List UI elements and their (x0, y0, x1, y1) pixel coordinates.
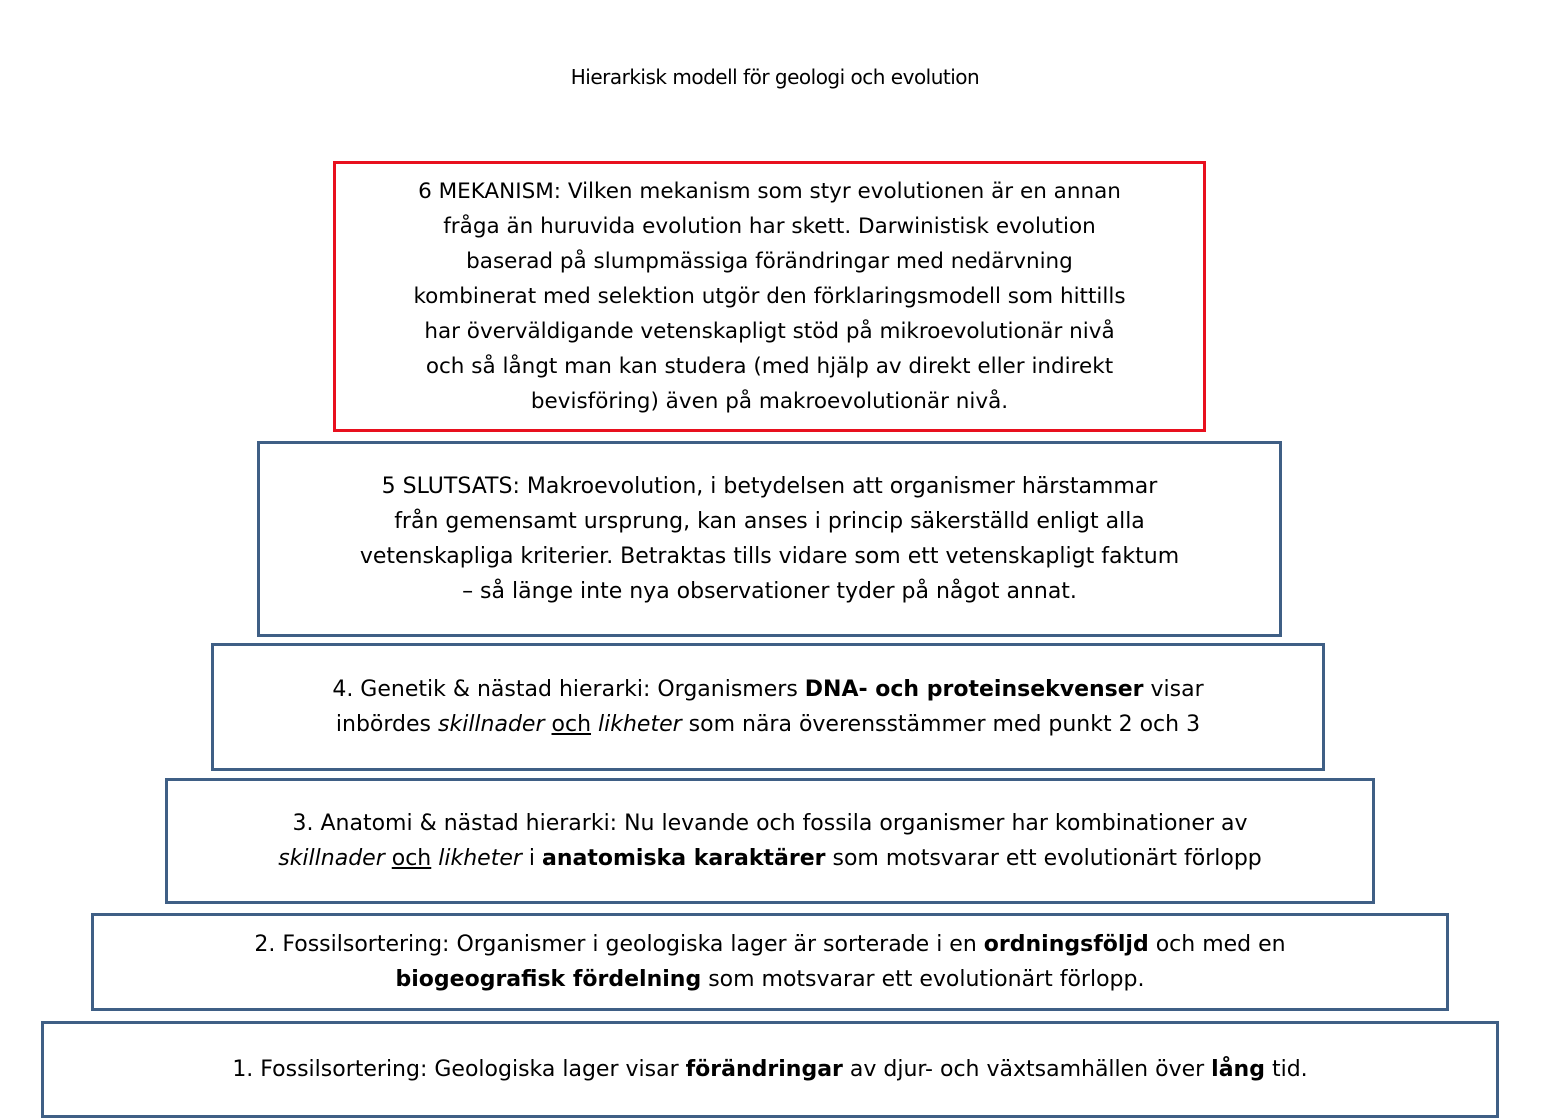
level-1-text (232, 1052, 1307, 1087)
level-6-line: baserad på slumpmässiga förändringar med nedärvning (466, 249, 1073, 274)
level-6-line: har överväldigande vetenskapligt stöd på mikroevolutionär nivå (424, 319, 1115, 344)
level-2-bold-term: ordningsföljd (983, 932, 1149, 957)
page-title: Hierarkisk modell för geologi och evolution (570, 65, 980, 89)
level-3-italic-term: likheter (438, 846, 522, 871)
level-5-line: vetenskapliga kriterier. Betraktas tills vidare som ett vetenskapligt faktum (359, 544, 1180, 569)
level-5-line: 5 SLUTSATS: Makroevolution, i betydelsen att organismer härstammar (381, 474, 1158, 499)
level-4-text-part: som nära överensstämmer med punkt 2 och 3 (681, 712, 1201, 737)
level-4-line-1 (332, 672, 1203, 707)
level-3-italic-term: skillnader (278, 846, 385, 871)
level-3-text-part: i (521, 846, 543, 871)
level-6-mechanism-box (333, 161, 1206, 432)
level-2-bold-term: biogeografisk fördelning (395, 967, 702, 992)
level-5-line: från gemensamt ursprung, kan anses i princip säkerställd enligt alla (394, 509, 1145, 534)
level-5-text (360, 469, 1179, 609)
level-4-text-part: visar (1143, 677, 1204, 702)
level-5-line: – så länge inte nya observationer tyder på något annat. (462, 579, 1077, 604)
level-2-line-2 (254, 962, 1285, 997)
level-4-text-part (545, 712, 552, 737)
level-6-line: 6 MEKANISM: Vilken mekanism som styr evolutionen är en annan (418, 179, 1121, 204)
level-6-text (413, 174, 1125, 419)
level-1-bold-term: förändringar (685, 1057, 843, 1082)
level-1-text-part: av djur- och växtsamhällen över (842, 1057, 1212, 1082)
level-4-bold-term: DNA- och proteinsekvenser (804, 677, 1144, 702)
level-3-bold-term: anatomiska karaktärer (542, 846, 826, 871)
level-4-text-part: inbördes (335, 712, 438, 737)
level-3-line-1: 3. Anatomi & nästad hierarki: Nu levande och fossila organismer har kombinationer av (292, 811, 1248, 836)
level-3-anatomy-box (165, 778, 1375, 904)
level-6-line: kombinerat med selektion utgör den förklaringsmodell som hittills (413, 284, 1126, 309)
level-2-text-part: och med en (1148, 932, 1286, 957)
level-6-line: fråga än huruvida evolution har skett. Darwinistisk evolution (443, 214, 1096, 239)
level-4-italic-term: likheter (598, 712, 682, 737)
level-2-text-part: 2. Fossilsortering: Organismer i geologiska lager är sorterade i en (254, 932, 984, 957)
level-2-line-1 (254, 927, 1285, 962)
level-1-fossil-sorting-box (41, 1021, 1499, 1118)
level-1-text-part: tid. (1264, 1057, 1308, 1082)
level-5-conclusion-box (257, 441, 1282, 637)
level-1-text-part: 1. Fossilsortering: Geologiska lager visar (232, 1057, 686, 1082)
level-6-line: och så långt man kan studera (med hjälp av direkt eller indirekt (425, 354, 1114, 379)
level-2-text-part: som motsvarar ett evolutionärt förlopp. (701, 967, 1145, 992)
level-4-underlined-term: och (551, 712, 592, 737)
level-4-text-part: 4. Genetik & nästad hierarki: Organismers (332, 677, 805, 702)
level-2-text (254, 927, 1285, 997)
level-4-line-2 (332, 707, 1203, 742)
level-3-text (278, 806, 1262, 876)
level-6-line: bevisföring) även på makroevolutionär nivå. (530, 389, 1009, 414)
level-4-italic-term: skillnader (438, 712, 545, 737)
level-2-fossil-sorting-box (91, 913, 1449, 1011)
level-4-text (332, 672, 1203, 742)
level-3-underlined-term: och (391, 846, 432, 871)
level-1-bold-term: lång (1211, 1057, 1265, 1082)
level-1-line (232, 1052, 1307, 1087)
level-4-text-part (591, 712, 598, 737)
level-3-line-2 (278, 841, 1262, 876)
level-3-text-part: som motsvarar ett evolutionärt förlopp (825, 846, 1262, 871)
level-4-genetics-box (211, 643, 1325, 771)
level-3-text-part (385, 846, 392, 871)
